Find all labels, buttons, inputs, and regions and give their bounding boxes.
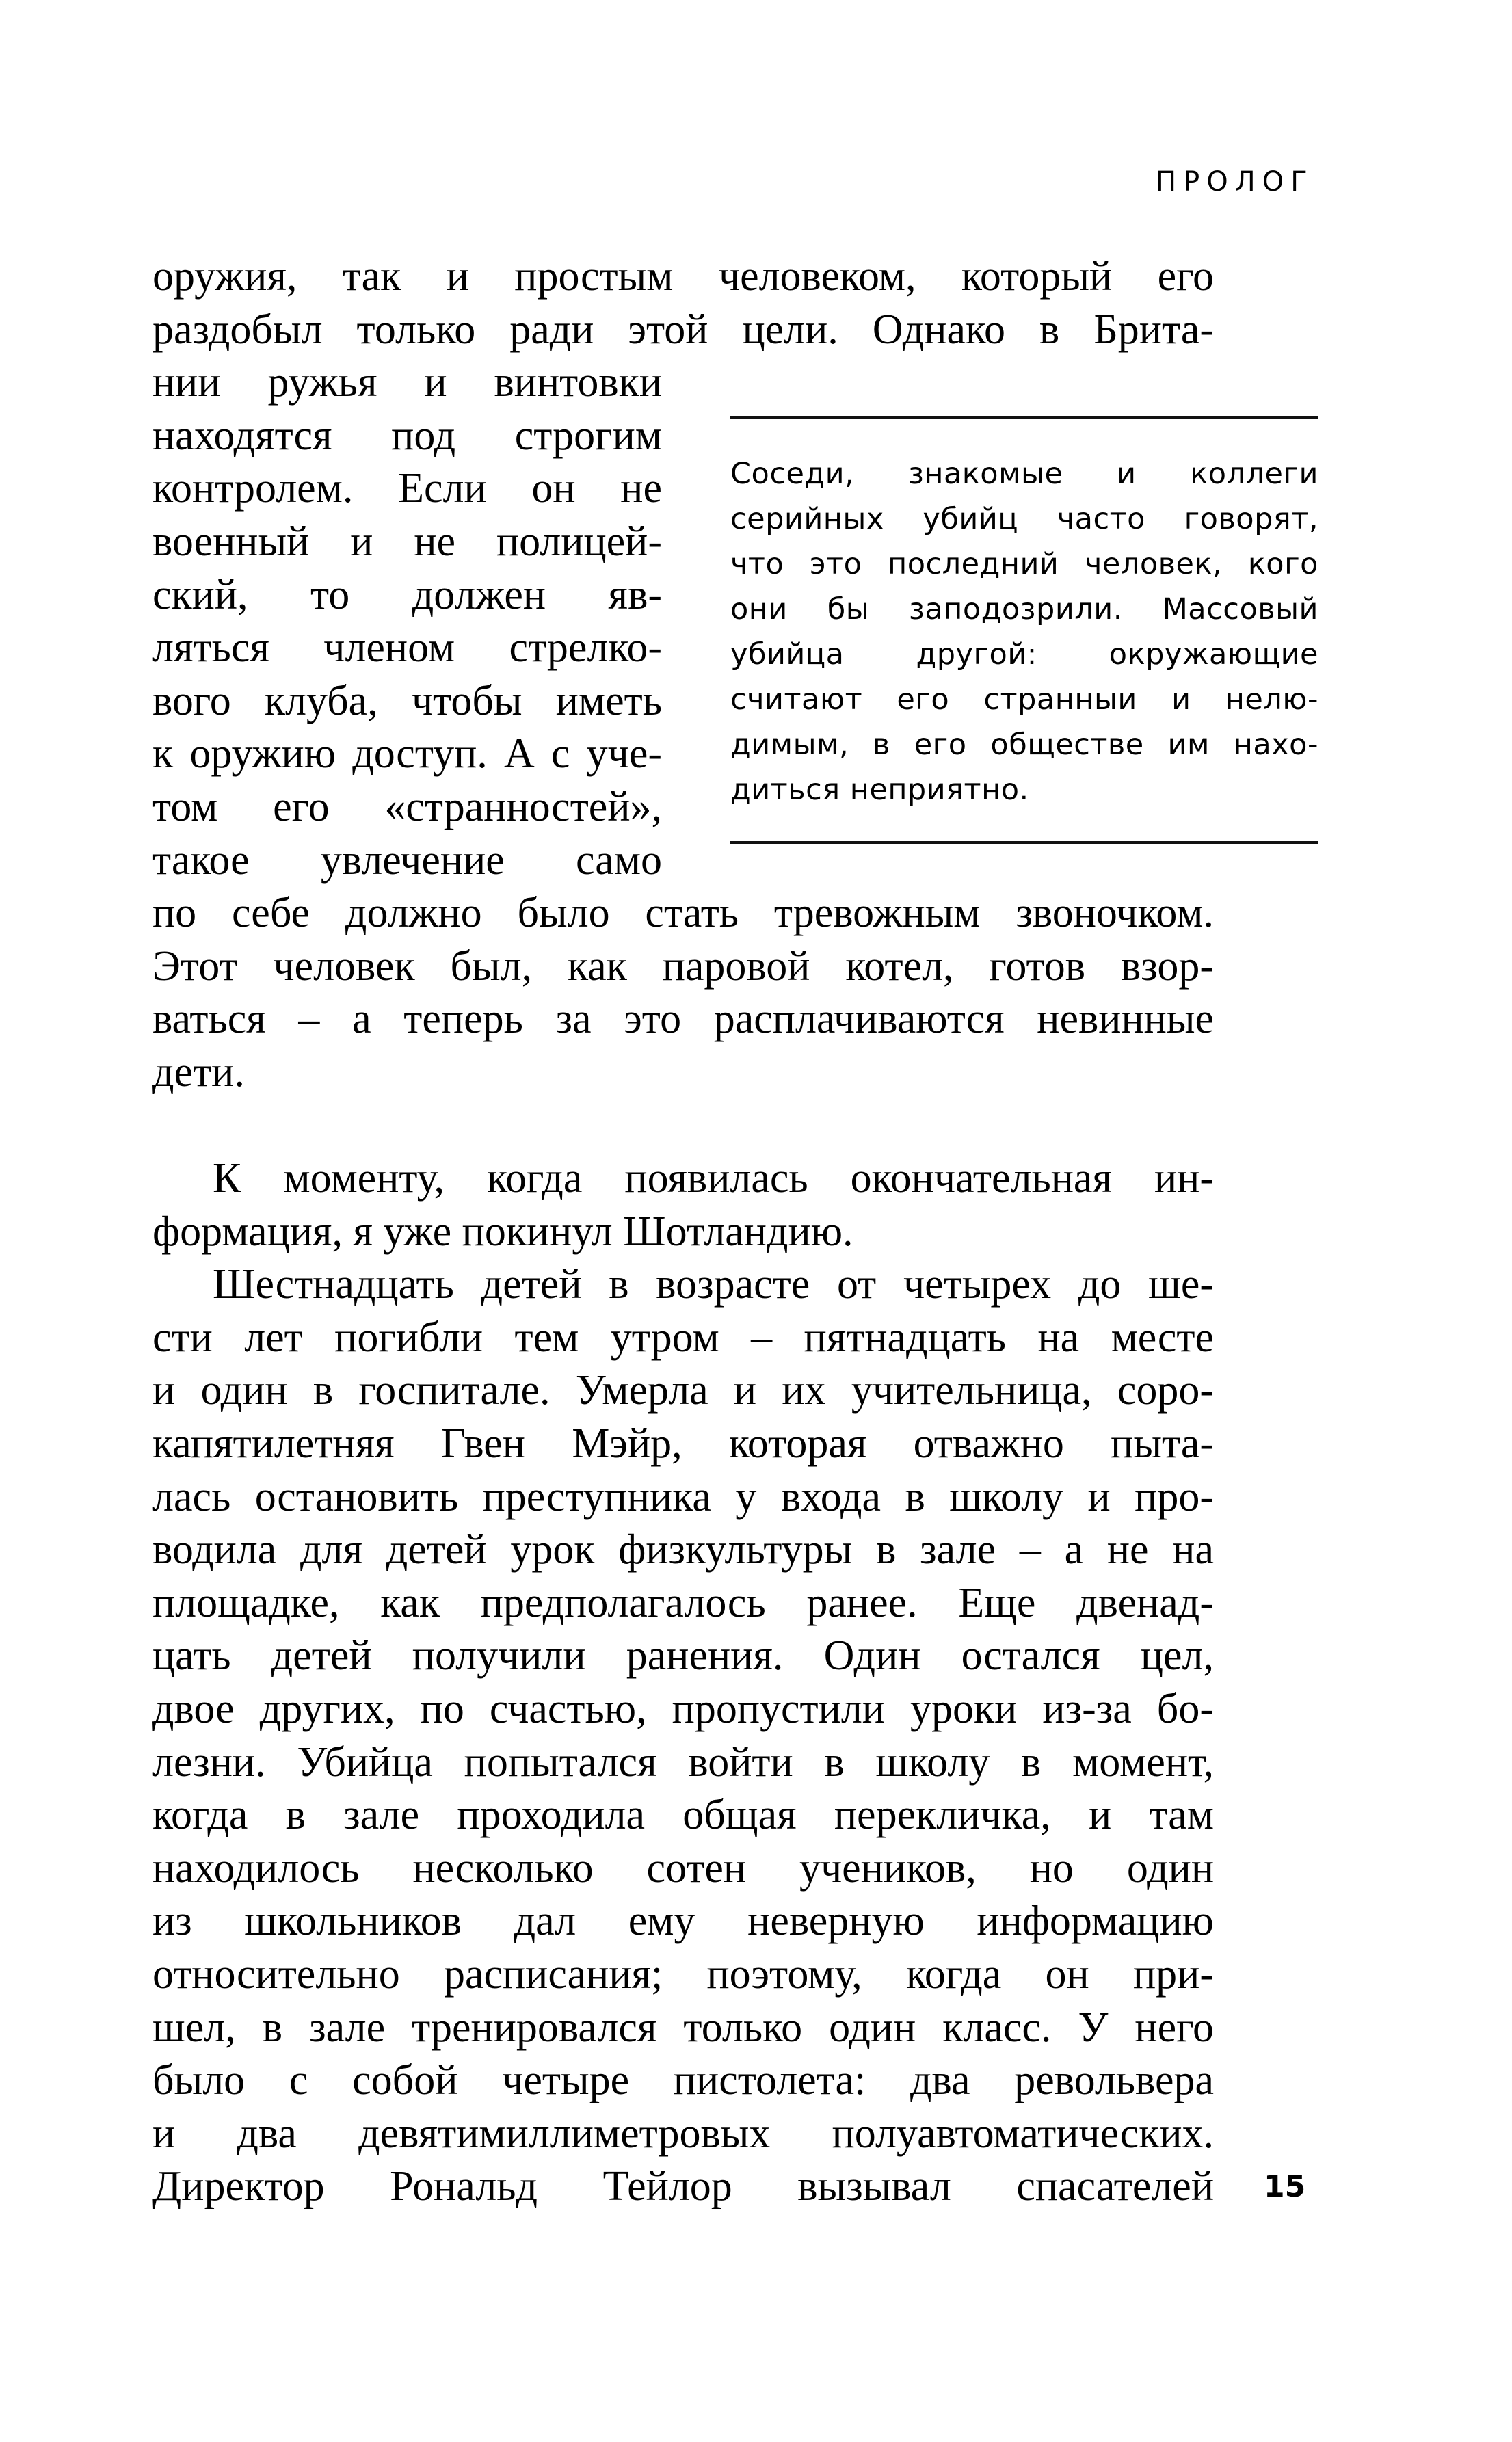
text-line: ский, то должен яв- bbox=[152, 571, 662, 618]
text-line: по себе должно было стать тревожным звоночком. bbox=[152, 890, 1214, 937]
text-line: дети. bbox=[152, 1048, 245, 1096]
text-line: оружия, так и простым человеком, который его bbox=[152, 253, 1214, 300]
text-line: лезни. Убийца попытался войти в школу в момент, bbox=[152, 1738, 1214, 1786]
text-line: такое увлечение само bbox=[152, 836, 662, 884]
text-line: находятся под строгим bbox=[152, 412, 662, 459]
running-head: ПРОЛОГ bbox=[1156, 166, 1314, 198]
page-number: 15 bbox=[1264, 2169, 1306, 2204]
text-line: Директор Рональд Тейлор вызывал спасателей bbox=[152, 2163, 1214, 2210]
paragraph-gap bbox=[152, 1100, 1214, 1153]
text-line: вого клуба, чтобы иметь bbox=[152, 677, 662, 724]
text-line: ляться членом стрелко- bbox=[152, 624, 662, 672]
sidebar-line: Соседи, знакомые и коллеги bbox=[730, 457, 1318, 491]
text-line: двое других, по счастью, пропустили уроки из-за бо- bbox=[152, 1686, 1214, 1733]
text-line: площадке, как предполагалось ранее. Еще двенад- bbox=[152, 1579, 1214, 1626]
text-line: сти лет погибли тем утром – пятнадцать на месте bbox=[152, 1314, 1214, 1361]
text-line: К моменту, когда появилась окончательная ин- bbox=[213, 1155, 1214, 1202]
sidebar-line: что это последний человек, кого bbox=[730, 547, 1318, 581]
text-line: контролем. Если он не bbox=[152, 465, 662, 512]
text-line: и два девятимиллиметровых полуавтоматических. bbox=[152, 2110, 1214, 2157]
text-line: лась остановить преступника у входа в школу и про- bbox=[152, 1473, 1214, 1520]
text-line: том его «странностей», bbox=[152, 783, 662, 830]
text-line: когда в зале проходила общая перекличка, и там bbox=[152, 1792, 1214, 1839]
text-line: раздобыл только ради этой цели. Однако в Брита- bbox=[152, 306, 1214, 353]
sidebar-line: считают его странныи и нелю- bbox=[730, 682, 1318, 717]
text-line: относительно расписания; поэтому, когда он при- bbox=[152, 1951, 1214, 1998]
sidebar-line: убийца другой: окружающие bbox=[730, 637, 1318, 672]
text-line: и один в госпитале. Умерла и их учительница, соро- bbox=[152, 1367, 1214, 1414]
text-line: цать детей получили ранения. Один остался цел, bbox=[152, 1632, 1214, 1680]
sidebar-line: они бы заподозрили. Массовый bbox=[730, 592, 1318, 626]
text-line: из школьников дал ему неверную информацию bbox=[152, 1898, 1214, 1945]
text-line: ваться – а теперь за это расплачиваются невинные bbox=[152, 996, 1214, 1043]
sidebar-line: димым, в его обществе им нахо- bbox=[730, 728, 1318, 762]
text-line: капятилетняя Гвен Мэйр, которая отважно пыта- bbox=[152, 1420, 1214, 1468]
text-line: находилось несколько сотен учеников, но один bbox=[152, 1844, 1214, 1892]
sidebar-text bbox=[730, 419, 1318, 841]
text-line: шел, в зале тренировался только один класс. У него bbox=[152, 2004, 1214, 2051]
text-line: формация, я уже покинул Шотландию. bbox=[152, 1208, 853, 1255]
text-line: к оружию доступ. А с уче- bbox=[152, 730, 662, 778]
sidebar-bottom-rule bbox=[730, 841, 1318, 844]
text-line: водила для детей урок физкультуры в зале – а не на bbox=[152, 1526, 1214, 1574]
sidebar-line: диться неприятно. bbox=[730, 773, 1029, 807]
text-line: Шестнадцать детей в возрасте от четырех до ше- bbox=[213, 1261, 1214, 1308]
sidebar-line: серийных убийц часто говорят, bbox=[730, 502, 1318, 536]
text-line: нии ружья и винтовки bbox=[152, 359, 662, 406]
text-line: было с собой четыре пистолета: два револьвера bbox=[152, 2057, 1214, 2104]
text-line: Этот человек был, как паровой котел, готов взор- bbox=[152, 942, 1214, 990]
pull-quote-sidebar bbox=[730, 416, 1318, 844]
text-line: военный и не полицей- bbox=[152, 518, 662, 565]
